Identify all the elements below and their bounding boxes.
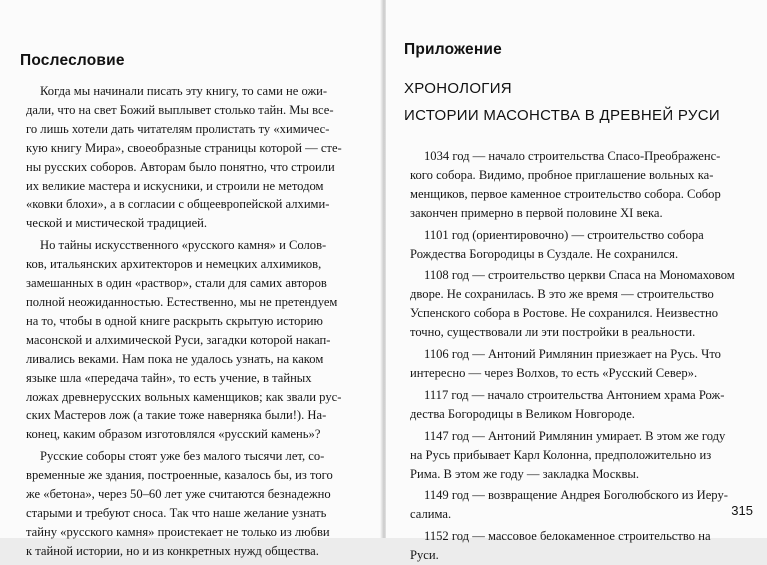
text-line: салима.: [410, 507, 452, 522]
text-line: же «бетона», через 50–60 лет уже считаются безнадежно: [26, 487, 331, 502]
afterword-heading: Послесловие: [20, 52, 125, 69]
text-line: менщиков, первое каменное строительство собора. Собор: [410, 186, 721, 201]
chronology-list: [410, 147, 744, 565]
text-line: языке шла «передача тайн», то есть учение, в тайных: [26, 370, 312, 385]
text-line: тайну «русского камня» проистекает не только из любви: [26, 524, 330, 539]
chronology-title-line2: ИСТОРИИ МАСОНСТВА В ДРЕВНЕЙ РУСИ: [404, 107, 720, 124]
text-line: их великие мастера и искусники, и строили не методом: [26, 178, 324, 193]
right-page: [386, 0, 767, 563]
text-line: к тайной истории, но и из конкретных нужд общества.: [26, 543, 319, 558]
text-line: 1147 год — Антоний Римлянин умирает. В этом же году: [424, 428, 726, 443]
text-line: ны русских соборов. Авторам было понятно, что строили: [26, 159, 335, 174]
text-line: дали, что на свет Божий выплывет столько тайн. Мы все-: [26, 102, 334, 117]
text-line: «ковки блохи», а в согласии с общеевропейской алхими-: [26, 197, 330, 212]
text-line: Но тайны искусственного «русского камня» и Солов-: [40, 238, 327, 253]
text-line: ческой и мистической традицией.: [26, 216, 208, 231]
chronology-entry: [410, 147, 744, 223]
text-line: старыми и требуют сноса. Так что наше желание узнать: [26, 505, 327, 520]
text-line: Когда мы начинали писать эту книгу, то сами не ожи-: [40, 84, 328, 98]
text-line: 1152 год — массовое белокаменное строительство на: [424, 529, 711, 544]
text-line: ков, итальянских архитекторов и немецких алхимиков,: [26, 257, 322, 272]
appendix-heading: Приложение: [404, 41, 502, 58]
text-line: кого собора. Видимо, пробное приглашение вольных ка-: [410, 167, 714, 182]
text-line: го лишь хотели дать читателям пролистать ту «химичес-: [26, 121, 330, 136]
text-line: ливались веками. Нам пока не удалось узнать, на каком: [26, 351, 324, 366]
afterword-text: [26, 82, 358, 561]
text-line: на Русь прибывает Карл Колонна, предположительно из: [410, 447, 712, 462]
chronology-entry: [410, 527, 744, 565]
chronology-entry: [410, 427, 744, 484]
text-line: 1101 год (ориентировочно) — строительство собора: [424, 227, 704, 242]
text-line: конец, каким образом изготовлялся «русский камень»?: [26, 427, 321, 442]
text-line: точно, существовали ли эти постройки в реальности.: [410, 325, 696, 340]
left-page: [0, 0, 383, 558]
text-line: временные же здания, построенные, казалось бы, из того: [26, 468, 333, 483]
chronology-entry: [410, 345, 744, 383]
text-line: дворе. Не сохранилась. В это же время — строительство: [410, 287, 714, 302]
paragraph: [26, 236, 358, 444]
text-line: на то, чтобы в одной книге раскрыть скрытую историю: [26, 313, 323, 328]
text-line: 1106 год — Антоний Римлянин приезжает на Русь. Что: [424, 347, 721, 362]
chronology-title-line1: ХРОНОЛОГИЯ: [404, 80, 512, 97]
text-line: интересно — через Волхов, то есть «Русский Север».: [410, 365, 698, 380]
text-line: кую книгу Мира», своеобразные страницы которой — сте-: [26, 140, 342, 155]
text-line: Рима. В этом же году — закладка Москвы.: [410, 466, 640, 481]
text-line: замешанных в один «раствор», стали для самих авторов: [26, 276, 327, 291]
text-line: Руси.: [410, 548, 439, 563]
chronology-entry: [410, 386, 744, 424]
text-line: 1117 год — начало строительства Антонием храма Рож-: [424, 387, 725, 402]
chronology-entry: [410, 266, 744, 342]
text-line: 1108 год — строительство церкви Спаса на Мономаховом: [424, 268, 735, 283]
text-line: ложах древнерусских вольных каменщиков; как звали рус-: [26, 389, 342, 404]
text-line: дества Богородицы в Великом Новгороде.: [410, 406, 635, 421]
text-line: закончен примерно в первой половине XI века.: [410, 205, 663, 220]
text-line: Успенского собора в Ростове. Не сохранился. Неизвестно: [410, 306, 719, 321]
page-number: 315: [731, 503, 753, 518]
text-line: Русские соборы стоят уже без малого тысячи лет, со-: [40, 449, 325, 464]
text-line: 1034 год — начало строительства Спасо-Преображенс-: [424, 149, 721, 163]
text-line: полной неожиданностью. Естественно, мы не претендуем: [26, 294, 338, 309]
paragraph: [26, 447, 358, 560]
text-line: Рождества Богородицы в Суздале. Не сохранился.: [410, 246, 679, 261]
text-line: масонской и алхимической Руси, загадки которой накап-: [26, 332, 331, 347]
paragraph: [26, 82, 358, 233]
chronology-entry: [410, 486, 744, 524]
chronology-entry: [410, 226, 744, 264]
text-line: 1149 год — возвращение Андрея Боголюбского из Иеру-: [424, 488, 728, 503]
text-line: ских Мастеров лож (а такие тоже наверняка были!). На-: [26, 408, 327, 423]
